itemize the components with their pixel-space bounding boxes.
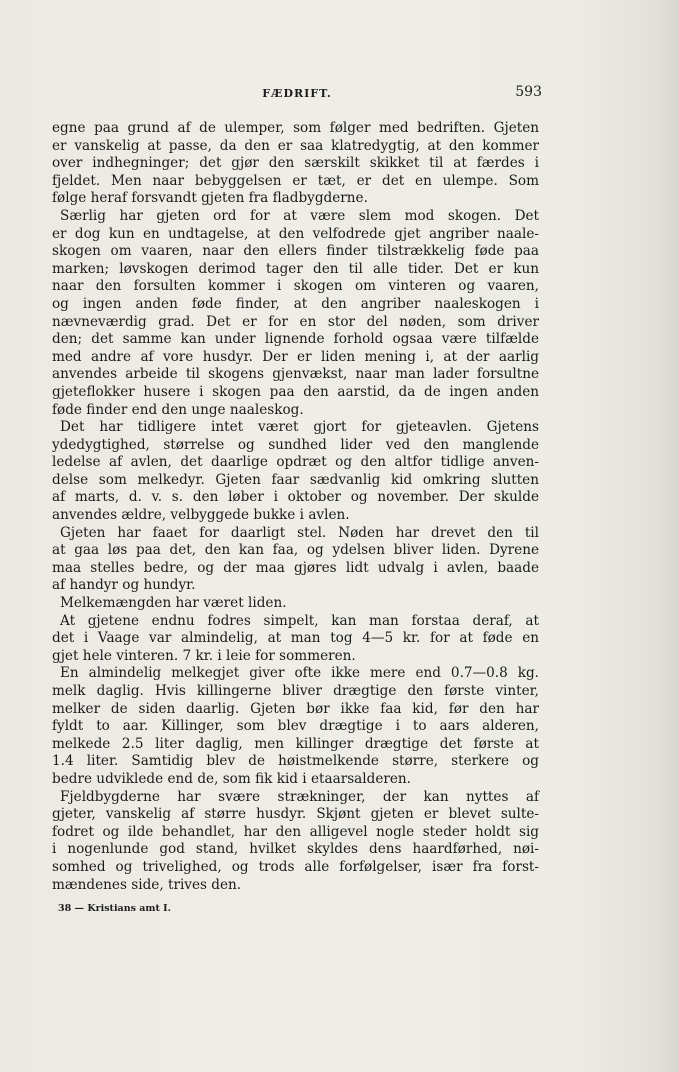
text-line: Melkemængden har været liden.: [60, 595, 287, 612]
text-line: Gjeten har faaet for daarligt stel. Nøden har drevet den til: [60, 524, 539, 541]
text-line: anvendes ældre, velbyggede bukke i avlen.: [52, 507, 350, 524]
page-header: [52, 84, 542, 104]
text-line: er dog kun en undtagelse, at den velfodrede gjet angriber naale-: [52, 225, 539, 242]
text-line: med andre af vore husdyr. Der er liden mening i, at der aarlig: [52, 348, 539, 365]
text-line: ledelse af avlen, det daarlige opdræt og den altfor tidlige anven-: [52, 454, 539, 471]
text-line: af handyr og hundyr.: [52, 577, 196, 594]
text-line: marken; løvskogen derimod tager den til alle tider. Det er kun: [52, 260, 539, 277]
text-line: mændenes side, trives den.: [52, 876, 242, 893]
text-line: følge heraf forsvandt gjeten fra fladbygderne.: [52, 190, 368, 207]
text-line: over indhegninger; det gjør den særskilt skikket til at færdes i: [52, 155, 539, 172]
text-line: skogen om vaaren, naar den ellers finder tilstrækkelig føde paa: [52, 243, 539, 260]
text-line: 1.4 liter. Samtidig blev de høistmelkende større, sterkere og: [52, 753, 539, 770]
text-line: og ingen anden føde finder, at den angriber naaleskogen i: [52, 295, 539, 312]
text-line: melker de siden daarlig. Gjeten bør ikke faa kid, før den har: [52, 700, 539, 717]
text-line: Særlig har gjeten ord for at være slem mod skogen. Det: [60, 207, 539, 224]
text-line: gjeteflokker husere i skogen paa den aarstid, da de ingen anden: [52, 383, 539, 400]
text-line: er vanskelig at passe, da den er saa klatredygtig, at den kommer: [52, 137, 539, 154]
text-line: bedre udviklede end de, som fik kid i etaarsalderen.: [52, 770, 411, 787]
text-line: gjeter, vanskelig af større husdyr. Skjønt gjeten er blevet sulte-: [52, 806, 539, 823]
text-line: nævneværdig grad. Det er for en stor del nøden, som driver: [52, 313, 539, 330]
text-line: fodret og ilde behandlet, har den alligevel nogle steder holdt sig: [52, 823, 539, 840]
text-line: naar den forsulten kommer i skogen om vinteren og vaaren,: [52, 278, 539, 295]
text-line: at gaa løs paa det, den kan faa, og ydelsen bliver liden. Dyrene: [52, 542, 539, 559]
running-head: FÆDRIFT.: [262, 87, 332, 100]
text-line: anvendes arbeide til skogens gjenvækst, naar man lader forsultne: [52, 366, 539, 383]
text-line: fyldt to aar. Killinger, som blev drægtige i to aars alderen,: [52, 718, 539, 735]
text-line: Det har tidligere intet været gjort for gjeteavlen. Gjetens: [60, 419, 539, 436]
page-number: 593: [515, 84, 542, 100]
body-text: [52, 120, 539, 894]
text-line: melk daglig. Hvis killingerne bliver drægtige den første vinter,: [52, 683, 539, 699]
text-line: ydedygtighed, størrelse og sundhed lider ved den manglende: [52, 436, 539, 453]
text-line: af marts, d. v. s. den løber i oktober og november. Der skulde: [52, 489, 539, 506]
text-line: Fjeldbygderne har svære strækninger, der kan nyttes af: [60, 788, 539, 805]
text-line: det i Vaage var almindelig, at man tog 4—5 kr. for at føde en: [52, 630, 539, 647]
text-line: melkede 2.5 liter daglig, men killinger drægtige det første at: [52, 735, 539, 752]
text-line: delse som melkedyr. Gjeten faar sædvanlig kid omkring slutten: [52, 471, 539, 488]
text-line: En almindelig melkegjet giver ofte ikke mere end 0.7—0.8 kg.: [60, 665, 539, 682]
text-line: den; det samme kan under lignende forhold ogsaa være tilfælde: [52, 331, 539, 348]
text-line: maa stelles bedre, og der maa gjøres lidt udvalg i avlen, baade: [52, 559, 539, 576]
text-line: gjet hele vinteren. 7 kr. i leie for sommeren.: [52, 647, 356, 664]
text-line: i nogenlunde god stand, hvilket skyldes dens haardførhed, nøi-: [52, 841, 539, 858]
text-line: egne paa grund af de ulemper, som følger med bedriften. Gjeten: [52, 120, 539, 136]
footer-signature: 38 — Kristians amt I.: [58, 903, 171, 914]
text-line: føde finder end den unge naaleskog.: [52, 401, 304, 418]
text-line: At gjetene endnu fodres simpelt, kan man forstaa deraf, at: [60, 612, 539, 629]
text-line: somhed og trivelighed, og trods alle forfølgelser, især fra forst-: [52, 858, 539, 875]
text-line: fjeldet. Men naar bebyggelsen er tæt, er det en ulempe. Som: [52, 172, 539, 189]
